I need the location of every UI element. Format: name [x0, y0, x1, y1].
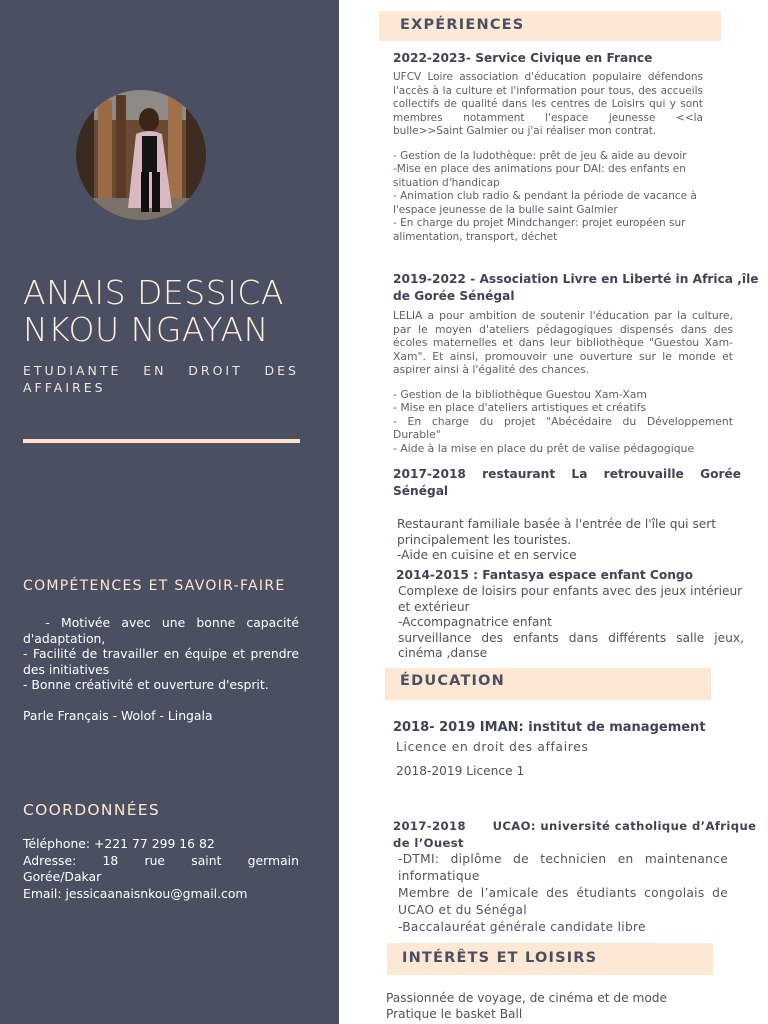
- education-details: [398, 851, 728, 936]
- contact-heading: COORDONNÉES: [23, 801, 161, 819]
- address-word: 18: [102, 852, 119, 868]
- contact-address-city: Gorée/Dakar: [23, 869, 102, 884]
- interests-heading: INTÉRÊTS ET LOISIRS: [402, 950, 598, 966]
- experience-heading: EXPÉRIENCES: [400, 17, 525, 33]
- skills-heading: COMPÉTENCES ET SAVOIR-FAIRE: [23, 578, 286, 594]
- job-description: Complexe de loisirs pour enfants avec des jeux intérieur et extérieur: [398, 584, 743, 614]
- profile-photo: [76, 90, 206, 220]
- interest-line: Pratique le basket Ball: [386, 1006, 523, 1021]
- profile-photo-image: [76, 90, 206, 220]
- profile-name: [23, 274, 323, 348]
- profile-name-line2: NKOU NGAYAN: [23, 310, 269, 349]
- job-task: -Mise en place des animations pour DAI: des enfants en situation d'handicap: [393, 163, 686, 189]
- address-word: saint: [191, 852, 222, 868]
- education-line: Licence en droit des affaires: [396, 740, 589, 754]
- sidebar-divider: [23, 439, 300, 443]
- skills-section: [23, 615, 303, 723]
- skill-item: - Facilité de travailler en équipe et prendre des initiatives: [23, 646, 299, 677]
- education-line: -Baccalauréat générale candidate libre: [398, 920, 646, 934]
- job-task: - En charge du projet "Abécédaire du Développement Durable": [393, 414, 733, 441]
- contact-email: Email: jessicaanaisnkou@gmail.com: [23, 885, 248, 901]
- education-line: -DTMI: diplôme de technicien en maintenance informatique: [398, 852, 728, 883]
- address-word: Adresse:: [23, 852, 77, 868]
- main-column: [339, 0, 768, 1024]
- address-word: rue: [144, 852, 166, 868]
- job-task: - Animation club radio & pendant la période de vacance à l'espace jeunesse de la bulle saint Galmier: [393, 190, 697, 216]
- job-details: [398, 584, 744, 662]
- job-details: [393, 309, 733, 455]
- profile-title: ETUDIANTE EN DROIT DES AFFAIRES: [23, 363, 299, 395]
- job-details: [393, 71, 703, 244]
- address-word: germain: [247, 852, 299, 868]
- job-title: 2014-2015 : Fantasya espace enfant Congo: [396, 568, 693, 582]
- profile-name-line1: ANAIS DESSICA: [23, 273, 285, 312]
- education-line: 2018-2019 Licence 1: [396, 764, 525, 778]
- job-task: - Aide à la mise en place du prêt de valise pédagogique: [393, 441, 695, 455]
- job-description: Restaurant familiale basée à l'entrée de l'île qui sert principalement les touristes.: [397, 517, 717, 547]
- education-title: 2017-2018 UCAO: université catholique d’Afrique de l’Ouest: [393, 819, 761, 850]
- job-description: LELIA a pour ambition de soutenir l'éducation par la culture, par le moyen d'ateliers pédagogiques dispensés dans des écoles maternelles et dans leur bibliothèque "Guestou Xam-Xam". Et ainsi, promouvoir une ouverture sur le monde et aspirer ainsi à l'égalité des chances.: [393, 309, 733, 376]
- languages: Parle Français - Wolof - Lingala: [23, 707, 213, 723]
- job-description: UFCV Loire association d'éducation populaire défendons l'accès à la culture et l'information pour tous, des accueils collectifs de qualité dans les centres de Loisirs qui y sont membres notamment l'espace jeunesse <<la bulle>>Saint Galmier ou j'ai réaliser mon contrat.: [393, 71, 703, 137]
- job-task: surveillance des enfants dans différents salle jeux, cinéma ,danse: [398, 630, 744, 660]
- interest-line: Passionnée de voyage, de cinéma et de mode: [386, 991, 668, 1005]
- interests-section: [386, 991, 726, 1022]
- job-task: - En charge du projet Mindchanger: projet européen sur alimentation, transport, déchet: [393, 217, 686, 243]
- skill-item: - Bonne créativité et ouverture d'esprit.: [23, 677, 269, 692]
- contact-phone: Téléphone: +221 77 299 16 82: [23, 836, 215, 851]
- skill-item: - Motivée avec une bonne capacité d'adaptation,: [23, 615, 303, 646]
- job-task: - Gestion de la bibliothèque Guestou Xam-Xam: [393, 387, 647, 401]
- sidebar: [0, 0, 339, 1024]
- contact-section: [23, 836, 299, 902]
- job-task: -Aide en cuisine et en service: [397, 548, 577, 562]
- job-task: - Gestion de la ludothèque: prêt de jeu & aide au devoir: [393, 149, 687, 162]
- job-title: 2017-2018 restaurant La retrouvaille Gorée Sénégal: [393, 467, 741, 498]
- job-title: 2019-2022 - Association Livre en Liberté in Africa ,île de Gorée Sénégal: [393, 272, 759, 303]
- experience-band: [379, 11, 721, 41]
- job-task: - Mise en place d'ateliers artistiques et créatifs: [393, 401, 647, 414]
- job-details: [397, 517, 737, 564]
- interests-band: [387, 943, 713, 975]
- education-line: Membre de l’amicale des étudiants congolais de UCAO et du Sénégal: [398, 886, 728, 917]
- job-title: 2022-2023- Service Civique en France: [393, 51, 653, 65]
- education-title: 2018- 2019 IMAN: institut de management: [393, 720, 706, 735]
- education-heading: ÉDUCATION: [400, 673, 506, 689]
- job-task: -Accompagnatrice enfant: [398, 615, 552, 629]
- contact-address: [23, 853, 299, 870]
- education-band: [385, 668, 711, 700]
